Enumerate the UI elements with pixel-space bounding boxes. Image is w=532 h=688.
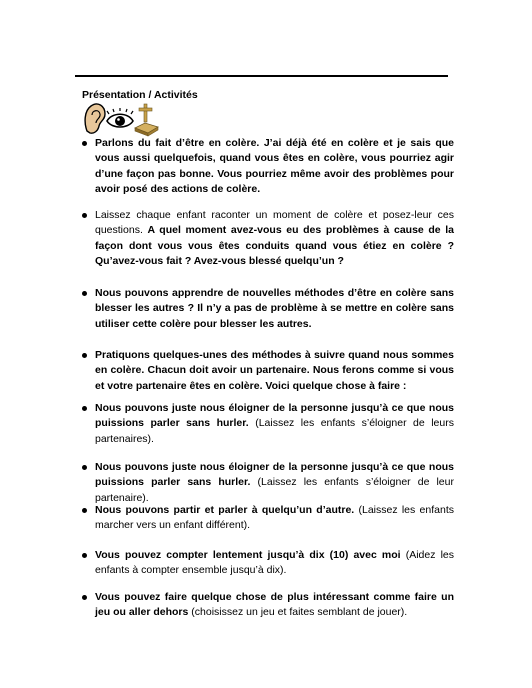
bullet-dot	[82, 553, 87, 558]
bold-text: A quel moment avez-vous eu des problèmes à cause de la façon dont vous vous êtes conduits quand vous étiez en colère ? Qu’avez-vous fait ? Avez-vous blessé quelqu’un ?	[95, 224, 454, 268]
bold-text: Nous pouvons juste nous éloigner de la personne jusqu’à ce que nous puissions parler sans hurler.	[95, 402, 454, 430]
list-item	[82, 590, 454, 621]
list-item	[82, 208, 454, 270]
bullet-dot	[82, 141, 87, 146]
list-item	[82, 136, 454, 198]
list-item	[82, 548, 454, 579]
bullet-dot	[82, 353, 87, 358]
normal-text: Laissez chaque enfant raconter un moment de colère et posez-leur ces questions.	[95, 209, 454, 237]
list-item	[82, 286, 454, 332]
normal-text: (Laissez les enfants s’éloigner de leur partenaire).	[95, 476, 454, 504]
top-rule	[75, 75, 448, 77]
activity-icons	[82, 101, 162, 137]
bold-text: Vous pouvez compter lentement jusqu’à dix (10) avec moi	[95, 549, 401, 561]
ear-icon	[85, 104, 105, 133]
eye-icon	[107, 108, 133, 127]
bullet-dot	[82, 595, 87, 600]
normal-text: (Laissez les enfants marcher vers un enfant différent).	[95, 504, 454, 532]
list-item	[82, 401, 454, 447]
bullet-dot	[82, 508, 87, 513]
normal-text: (Laissez les enfants s’éloigner de leurs partenaires).	[95, 417, 454, 445]
list-item	[82, 460, 454, 506]
bullet-dot	[82, 213, 87, 218]
bullet-dot	[82, 291, 87, 296]
list-item	[82, 503, 454, 534]
bold-text: Nous pouvons juste nous éloigner de la personne jusqu’à ce que nous puissions parler sans hurler.	[95, 461, 454, 489]
list-item	[82, 348, 454, 394]
normal-text: (Aidez les enfants à compter ensemble jusqu’à dix).	[95, 549, 454, 577]
normal-text: (choisissez un jeu et faites semblant de jouer).	[188, 606, 408, 619]
bold-text: Pratiquons quelques-unes des méthodes à suivre quand nous sommes en colère. Chacun doit avoir un partenaire. Nous ferons comme si vous et votre partenaire êtes en colère. Voici quelque chose à faire :	[95, 349, 454, 392]
bullet-dot	[82, 465, 87, 470]
bold-text: Nous pouvons partir et parler à quelqu’un d’autre.	[95, 504, 355, 516]
bold-text: Nous pouvons apprendre de nouvelles méthodes d’être en colère sans blesser les autres ? Il n’y a pas de problème à se mettre en colère sans utiliser cette colère pour blesser les autres.	[95, 287, 454, 330]
bullet-dot	[82, 406, 87, 411]
bold-text: Parlons du fait d’être en colère. J’ai déjà été en colère et je sais que vous aussi quelquefois, quand vous êtes en colère, vous pourriez agir d’une façon pas bonne. Vous pourriez même avoir des problèmes pour avoir posé des actions de colère.	[95, 137, 454, 196]
book-cross-icon	[135, 104, 158, 136]
section-heading: Présentation / Activités	[82, 89, 198, 101]
bold-text: Vous pouvez faire quelque chose de plus intéressant comme faire un jeu ou aller dehors	[95, 591, 454, 619]
